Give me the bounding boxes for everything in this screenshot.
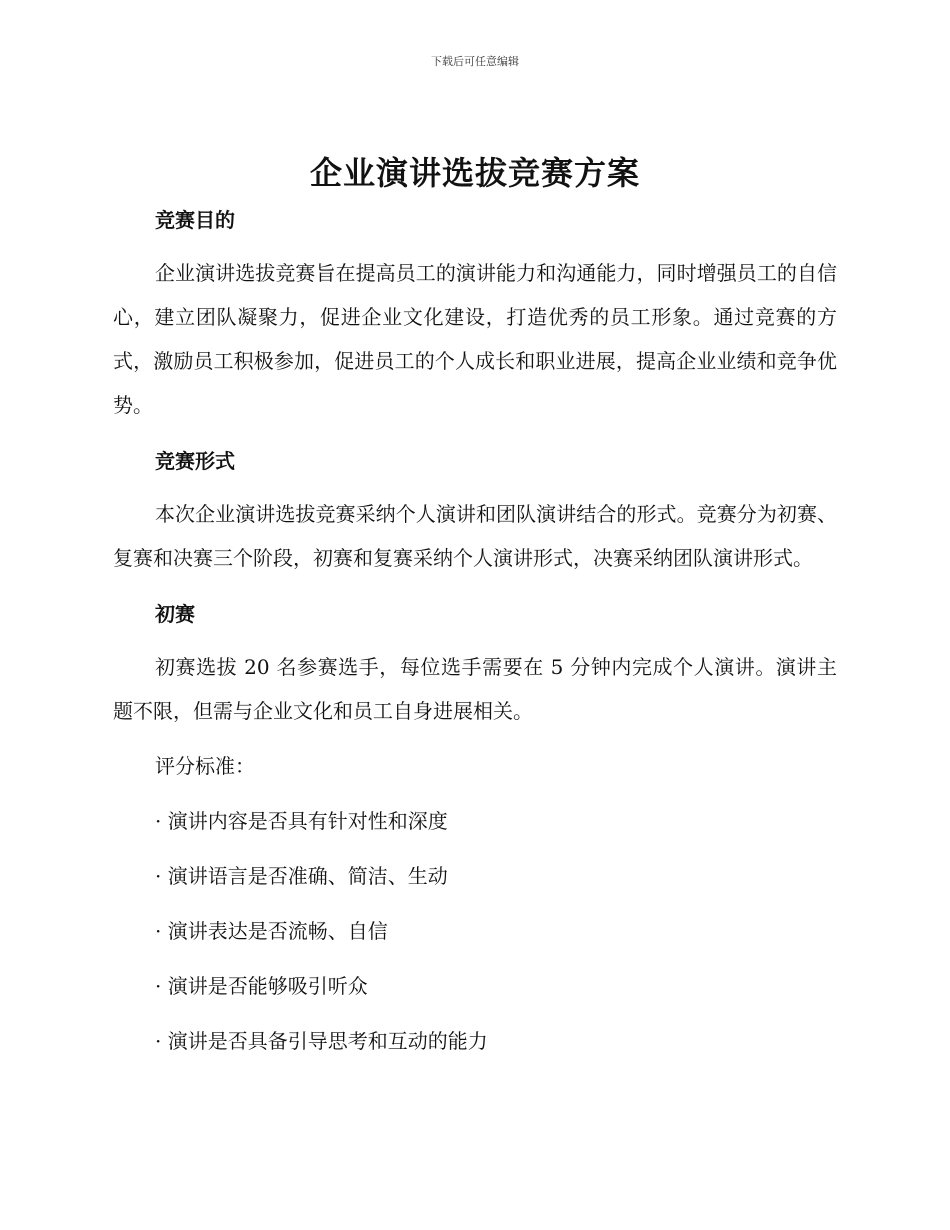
list-item: · 演讲语言是否准确、简洁、生动 <box>155 864 448 888</box>
document-body <box>113 200 837 1063</box>
section-heading-format: 竞赛形式 <box>155 449 235 473</box>
section-text-purpose: 企业演讲选拔竞赛旨在提高员工的演讲能力和沟通能力，同时增强员工的自信心，建立团队凝聚力，促进企业文化建设，打造优秀的员工形象。通过竞赛的方式，激励员工积极参加，促进员工的个人成长和职业进展，提高企业业绩和竞争优势。 <box>113 261 837 417</box>
section-heading-purpose: 竞赛目的 <box>155 208 235 232</box>
document-title: 企业演讲选拔竞赛方案 <box>309 154 640 192</box>
list-item: · 演讲是否能够吸引听众 <box>155 974 368 998</box>
section-text-format: 本次企业演讲选拔竞赛采纳个人演讲和团队演讲结合的形式。竞赛分为初赛、复赛和决赛三个阶段，初赛和复赛采纳个人演讲形式，决赛采纳团队演讲形式。 <box>113 502 837 570</box>
section-heading-preliminary: 初赛 <box>155 602 195 626</box>
list-item: · 演讲表达是否流畅、自信 <box>155 919 388 943</box>
page-header-note: 下载后可任意编辑 <box>431 55 519 68</box>
list-item: · 演讲是否具备引导思考和互动的能力 <box>155 1029 488 1053</box>
list-item: · 演讲内容是否具有针对性和深度 <box>155 809 448 833</box>
section-text-preliminary: 初赛选拔 20 名参赛选手，每位选手需要在 5 分钟内完成个人演讲。演讲主题不限，但需与企业文化和员工自身进展相关。 <box>113 655 837 723</box>
criteria-label: 评分标准： <box>155 754 255 778</box>
criteria-list <box>113 799 837 1063</box>
